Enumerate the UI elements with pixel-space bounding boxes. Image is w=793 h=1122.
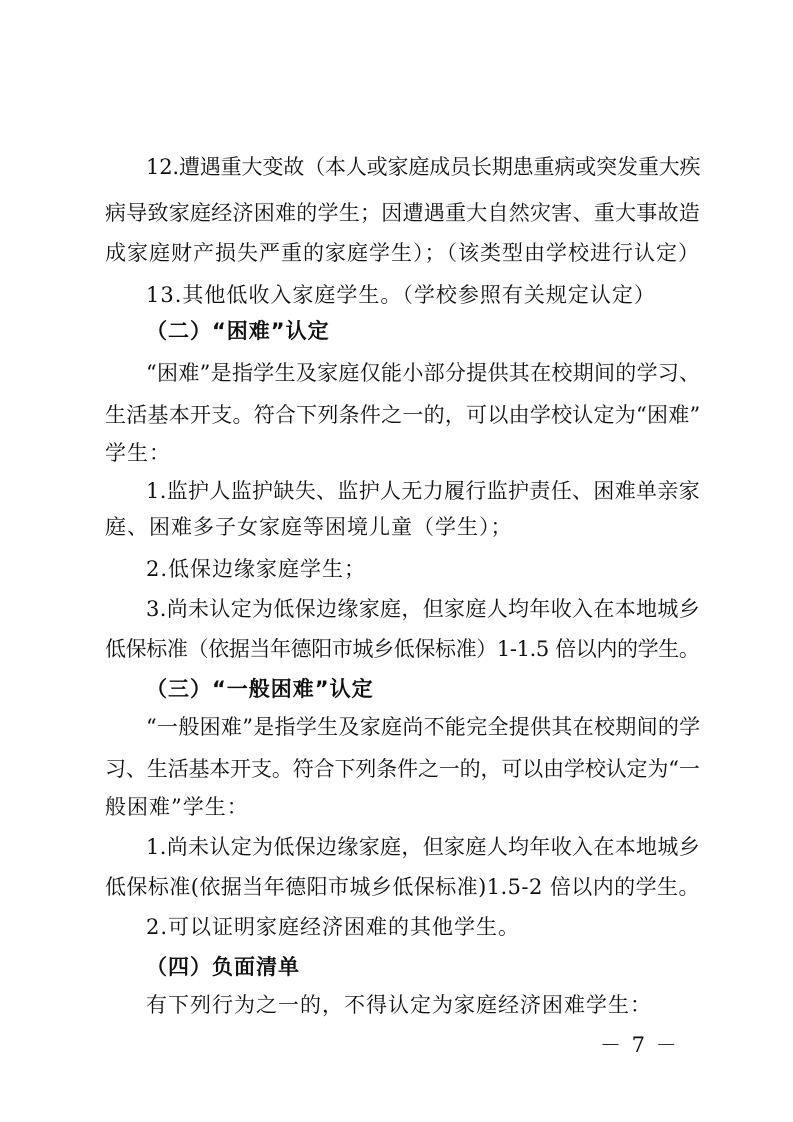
paragraph-line: 12.遭遇重大变故（本人或家庭成员长期患重病或突发重大疾 [146, 155, 701, 179]
paragraph-line: 1.尚未认定为低保边缘家庭，但家庭人均年收入在本地城乡 [146, 835, 701, 859]
paragraph-line: “一般困难”是指学生及家庭尚不能完全提供其在校期间的学 [146, 715, 701, 739]
section-heading: （二）“困难”认定 [146, 319, 330, 343]
paragraph-line: 成家庭财产损失严重的家庭学生）；（该类型由学校进行认定） [105, 241, 700, 265]
paragraph-line: 2.低保边缘家庭学生； [146, 557, 367, 581]
paragraph-line: 13.其他低收入家庭学生。（学校参照有关规定认定） [146, 283, 656, 307]
paragraph-line: “困难”是指学生及家庭仅能小部分提供其在校期间的学习、 [146, 361, 701, 385]
paragraph-line: 有下列行为之一的，不得认定为家庭经济困难学生： [146, 993, 652, 1017]
paragraph-line: 1.监护人监护缺失、监护人无力履行监护责任、困难单亲家 [146, 479, 701, 503]
section-heading: （三）“一般困难”认定 [146, 677, 374, 701]
page-number: － 7 － [600, 1033, 679, 1057]
paragraph-line: 3.尚未认定为低保边缘家庭，但家庭人均年收入在本地城乡 [146, 597, 701, 621]
paragraph-line: 病导致家庭经济困难的学生；因遭遇重大自然灾害、重大事故造 [105, 201, 700, 225]
paragraph-line: 低保标准(依据当年德阳市城乡低保标准)1.5-2 倍以内的学生。 [105, 875, 700, 899]
paragraph-line: 低保标准（依据当年德阳市城乡低保标准）1-1.5 倍以内的学生。 [105, 637, 700, 661]
paragraph-line: 生活基本开支。符合下列条件之一的，可以由学校认定为“困难” [105, 403, 701, 427]
paragraph-line: 般困难”学生： [105, 795, 249, 819]
paragraph-line: 庭、困难多子女家庭等困境儿童（学生）； [105, 515, 513, 539]
paragraph-line: 2.可以证明家庭经济困难的其他学生。 [146, 915, 521, 939]
section-heading: （四）负面清单 [146, 955, 300, 979]
paragraph-line: 学生： [105, 441, 171, 465]
paragraph-line: 习、生活基本开支。符合下列条件之一的，可以由学校认定为“一 [105, 757, 700, 781]
